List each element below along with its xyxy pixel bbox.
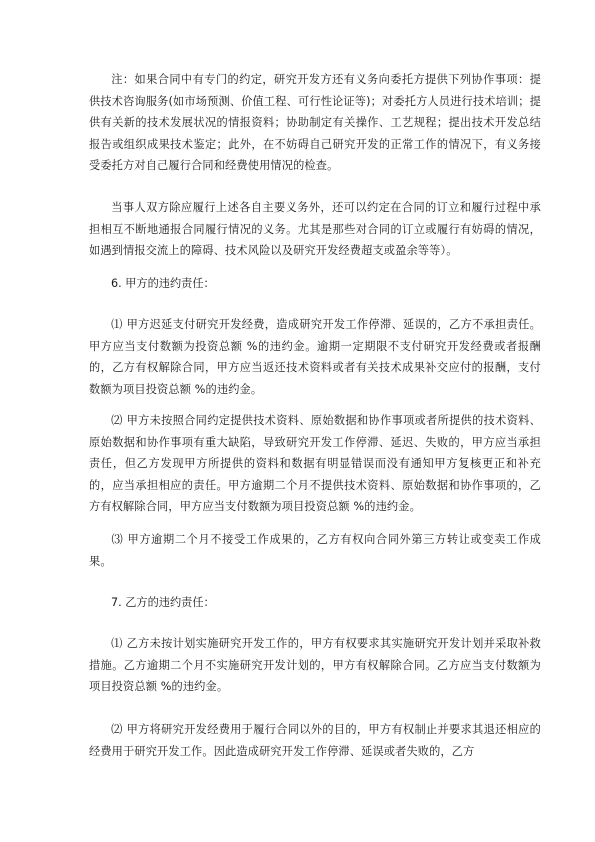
paragraph-a-clause-2 (89, 410, 541, 518)
paragraph-a-clause-3 (89, 529, 541, 572)
paragraph-text: ⑵ 甲方未按照合同约定提供技术资料、原始数据和协作事项或者所提供的技术资料、原始数据和协作事项有重大缺陷，导致研究开发工作停滞、延迟、失败的，甲方应当承担责任，但乙方发现甲方所提供的资料和数据有明显错误而没有通知甲方复核更正和补充的，应当承担相应的责任。甲方逾期二个月不提供技术资料、原始数据和协作事项的，乙方有权解除合同，甲方应当支付数额为项目投资总额 %的违约金。 (89, 414, 541, 513)
paragraph-text: 当事人双方除应履行上述各自主要义务外，还可以约定在合同的订立和履行过程中承担相互不断地通报合同履行情况的义务。尤其是那些对合同的订立或履行有妨碍的情况，如遇到情报交流上的障碍、技术风险以及研究开发经费超支或盈余等等）。 (89, 201, 541, 257)
paragraph-a-clause-1 (89, 314, 541, 400)
paragraph-mutual-obligations (89, 197, 541, 262)
paragraph-text: ⑴ 乙方未按计划实施研究开发工作的，甲方有权要求其实施研究开发计划并采取补救措施。乙方逾期二个月不实施研究开发计划的，甲方有权解除合同。乙方应当支付数额为项目投资总额 %的违约金。 (89, 637, 541, 693)
paragraph-text: ⑴ 甲方迟延支付研究开发经费，造成研究开发工作停滞、延误的，乙方不承担责任。甲方应当支付数额为投资总额 %的违约金。逾期一定期限不支付研究开发经费或者报酬的，乙方有权解除合同，甲方应当返还技术资料或者有关技术成果补交应付的报酬，支付数额为项目投资总额 %的违约金。 (89, 318, 541, 396)
paragraph-text: ⑵ 甲方将研究开发经费用于履行合同以外的目的，甲方有权制止并要求其退还相应的经费用于研究开发工作。因此造成研究开发工作停滞、延误或者失败的，乙方 (89, 723, 541, 758)
paragraph-text: ⑶ 甲方逾期二个月不接受工作成果的，乙方有权向合同外第三方转让或变卖工作成果。 (89, 533, 541, 568)
paragraph-b-clause-2 (89, 719, 541, 762)
paragraph-text: 注：如果合同中有专门的约定，研究开发方还有义务向委托方提供下列协作事项：提供技术咨询服务(如市场预测、价值工程、可行性论证等)；对委托方人员进行技术培训；提供有关新的技术发展状况的情报资料；协助制定有关操作、工艺规程；提出技术开发总结报告或组织成果技术鉴定；此外，在不妨碍自己研究开发的正常工作的情况下，有义务接受委托方对自己履行合同和经费使用情况的检查。 (89, 73, 541, 172)
section-heading-party-a-liability: 6. 甲方的违约责任： (111, 277, 215, 290)
paragraph-b-clause-1 (89, 633, 541, 698)
paragraph-note-cooperation (89, 69, 541, 177)
section-heading-party-b-liability: 7. 乙方的违约责任： (111, 596, 215, 609)
